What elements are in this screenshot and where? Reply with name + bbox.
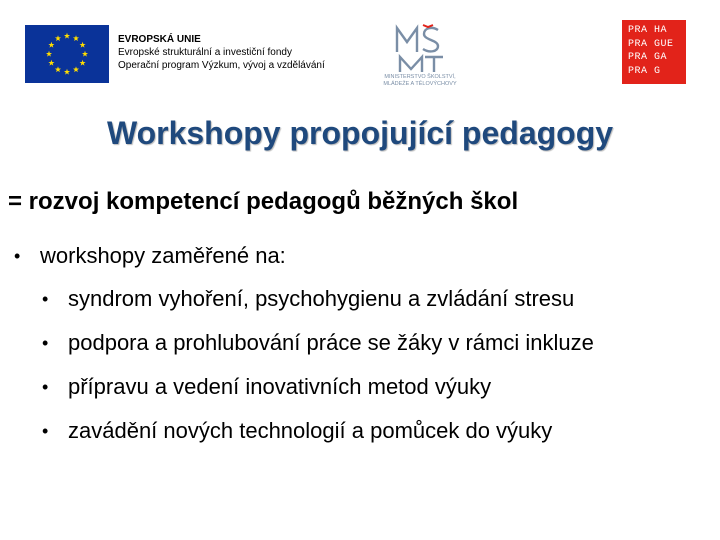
bullet-icon: • <box>42 421 49 441</box>
eu-line-programme: Operační program Výzkum, vývoj a vzdělávání <box>118 60 325 71</box>
list-item-text: přípravu a vedení inovativních metod výuky <box>68 374 492 399</box>
eu-star-icon <box>48 42 54 48</box>
eu-stars-icon <box>25 25 109 83</box>
eu-star-icon <box>55 35 61 41</box>
eu-star-icon <box>80 42 86 48</box>
praha-cell: G <box>654 65 661 77</box>
bullet-icon: • <box>14 246 21 266</box>
eu-logo-text <box>118 33 353 72</box>
eu-line-funds: Evropské strukturální a investiční fondy <box>118 47 292 58</box>
eu-star-icon <box>46 51 52 57</box>
slide-title: Workshopy propojující pedagogy <box>106 115 614 151</box>
bullet-icon: • <box>42 377 49 397</box>
eu-star-icon <box>73 66 79 72</box>
bullet-icon: • <box>42 333 49 353</box>
slide-subtitle: = rozvoj kompetencí pedagogů běžných škol <box>8 188 519 215</box>
praha-cell: PRA <box>628 38 648 50</box>
praha-logo-text <box>628 25 684 78</box>
msmt-logo <box>360 22 480 94</box>
msmt-line-2: MLÁDEŽE A TĚLOVÝCHOVY <box>383 81 457 87</box>
praha-cell: GUE <box>654 38 674 50</box>
msmt-line-1: MINISTERSTVO ŠKOLSTVÍ, <box>384 74 456 80</box>
praha-cell: PRA <box>628 52 648 63</box>
list-item-text: syndrom vyhoření, psychohygienu a zvládání stresu <box>68 286 575 311</box>
eu-flag <box>25 25 109 83</box>
praha-cell: PRA <box>628 25 648 36</box>
praha-cell: GA <box>654 52 668 63</box>
praha-logo <box>622 20 686 84</box>
list-item <box>42 415 712 459</box>
eu-star-icon <box>64 69 70 75</box>
eu-logo <box>25 25 355 85</box>
logo-bar <box>0 0 720 100</box>
praha-cell: PRA <box>628 65 648 77</box>
eu-star-icon <box>48 60 54 66</box>
eu-star-icon <box>64 33 70 39</box>
bullet-icon: • <box>42 289 49 309</box>
eu-star-icon <box>73 35 79 41</box>
list-item <box>42 371 712 415</box>
list-item-level1 <box>14 240 286 272</box>
eu-star-icon <box>55 66 61 72</box>
eu-star-icon <box>80 60 86 66</box>
list-item-text: zavádění nových technologií a pomůcek do výuky <box>68 418 553 443</box>
sub-bullet-list <box>42 283 712 459</box>
eu-line-title: EVROPSKÁ UNIE <box>118 34 201 45</box>
list-item <box>42 327 712 371</box>
list-item-text: workshopy zaměřené na: <box>40 243 286 268</box>
list-item-text: podpora a prohlubování práce se žáky v rámci inkluze <box>68 330 594 355</box>
list-item <box>42 283 712 327</box>
praha-cell: HA <box>654 25 668 36</box>
eu-star-icon <box>82 51 88 57</box>
msmt-monogram-icon <box>360 22 480 74</box>
